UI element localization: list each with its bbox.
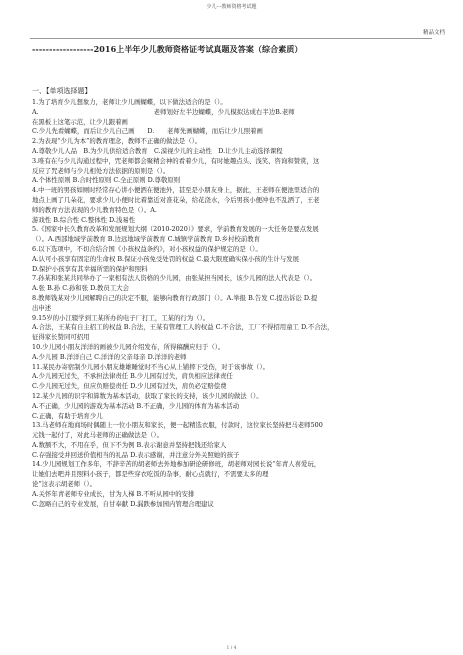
text-line: A. 老师划好左半边蝴蝶，少儿模拟达成右半边B.老师 (32, 107, 295, 116)
text-line: 让她们去吧并且照料小孩子，都是些穿衣吃饭的杂事，耐心点就行，不需要太多的理 (32, 470, 269, 479)
text-line: A.关怀年青老师专业成长，甘为人梯 B.不听从园中的安排 (32, 489, 195, 498)
text-line: 地点上画了几朵花，要求少儿小便时比着靠近对准花朵，给花浇水，今后男孩小便冲也不乱洒了，王老 (32, 195, 320, 204)
text-line: C.正确，有助于培育少儿 (32, 411, 103, 420)
text-line: A.尊敬少儿人品 B.为少儿供给适合教育 C.漠视少儿的主动性 D.让少儿主动选择课程 (32, 146, 283, 155)
document-title: ------------------2016上半年少儿教师资格证考试真题及答案（综合素质） (32, 44, 303, 54)
text-line: A.不正确，少儿园的游戏为基本活动 B.不正确，少儿园的体育为基本活动 (32, 401, 240, 410)
text-line: A.张 B.孙 C.孙和张 D.教员工大会 (32, 284, 129, 293)
question-body (32, 98, 434, 509)
text-line: C.少儿先看蝴蝶，而后让少儿自己画 D. 老师先画蝴蝶，而后让少儿照着画 (32, 127, 263, 136)
text-line: A.个体性原则 B.合时性原则 C.全正原则 D.尊敬原则 (32, 176, 181, 185)
text-line: A.少儿园无过失，不承担法律责任 B.少儿园有过失，肩负相应法律责任 (32, 372, 233, 381)
text-line: 9.15岁的小江辍学到工某所办的电子厂打工，工某的行为（）。 (32, 313, 210, 322)
text-line: 元钱一起付了，对此马老师的正确做法是（）。 (32, 431, 164, 440)
text-line: 2.为表现“少儿为本”的教育理念，教师不正确的做法是（）。 (32, 137, 202, 146)
text-line: 13.马老师在地商场时偶随上一位小朋友和家长，便一起精选衣服，付款时，这位家长坚持把马老师500 (32, 421, 323, 430)
text-line: 3.唯有在与少儿沟通过程中，咒老师都会聚精会神的看着少儿，有时她趣点头、浅笑、咨询和赞赏，这 (32, 156, 320, 165)
text-line: A.认可小孩享有固定的生命权 B.保证小孩免受处罚的权益 C.最大限度确实保小孩的生计与发展 (32, 254, 299, 263)
text-line: 论”这表示胡老师（）。 (32, 480, 96, 489)
header-title: 少儿---教师资格考试题 (206, 4, 257, 10)
section-heading: 一、【单项选择题】 (32, 87, 92, 95)
text-line: 7.孙某和张某共同举办了一家相有法人资格的少儿园，由张某担当园长，该少儿园的法人代表是（）。 (32, 274, 317, 283)
text-line: 6.以下选项中，不切合结合国《小孩权益条约》，对小孩权益的保护规定的是（）。 (32, 244, 262, 253)
text-line: 征得家长赞同可招用 (32, 333, 90, 342)
page-number: 1 / 4 (226, 646, 237, 651)
text-line: C.存强接受并回送价值相当的礼品 D.表示感谢，并注意分外关照她的孩子 (32, 450, 240, 459)
text-line: 4.中一班的男孩如厕时经常存心讲小便洒在便池外，甚至是小朋友身上，据此，王老师在便池里适合的 (32, 186, 320, 195)
text-line: 在黑板上这笔示范，让少儿跟着画 (32, 117, 128, 126)
text-line: C.少儿园无过失，但应负赔偿责任 D.少儿园有过失，肩负必定赔偿费 (32, 382, 227, 391)
text-line: 11.某民办寄宿制少儿园小朋友雄雄睡觉时不当心从上铺摔下受伤，对于该事故（）。 (32, 362, 270, 371)
text-line: 12.某少儿园的识字和算数为基本活动，获取了家长的支持，该少儿园的做法（）。 (32, 391, 263, 400)
text-line: 游戏性 B.综合性 C.整体性 D.浅易性 (32, 215, 136, 224)
text-line: D.保护小孩享有其幸福所需的保护和照料 (32, 264, 148, 273)
text-line: A.数额不大，不用在乎，但下不为例 B.表示谢意并坚持把钱还给家人 (32, 440, 227, 449)
header-label: 精品文档 (422, 30, 445, 36)
text-line: 10.少儿园小朋友洋洋的画被少儿园介绍发布，所得稿酬应归于（）。 (32, 342, 225, 351)
text-line: 反应了咒老师与少儿相处方法依据的原则是（）。 (32, 166, 170, 175)
text-line: 14.少儿园规划工作多年，不辞辛苦的胡老师去外地参加研论研修班，胡老师对园长说“年青人喜爱玩， (32, 460, 321, 469)
text-line: C.忽略自己的专业发展，自甘奉献 D.漏跌参加园内管理合理建议 (32, 499, 214, 508)
text-line: A.合法，王某有自主招工的权益 B.合法，王某有管理工人的权益 C.不合法，工厂不得招用童工 D.不合法， (32, 323, 334, 332)
text-line: 师的教育方法表现的少儿教育特色是（）。A. (32, 205, 157, 214)
page-header (0, 0, 463, 36)
text-line: 5.《国家中长久教育改革和发展规划大纲（2010-2020）》要求，学前教育发展的一大任务是要点发展 (32, 225, 319, 234)
text-line: 出申述 (32, 303, 52, 312)
text-line: 1.为了培育少儿想象力，老师让少儿画蝴蝶，以下做法适合的是（）。 (32, 98, 227, 106)
text-line: 8.教师钱某对少儿园解聘自己的决定不服，能够向教育行政部门（）。A.举报 B.告发 C.提出诉讼 D.提 (32, 293, 318, 302)
header-divider (30, 38, 432, 39)
text-line: （）。A.西部地域学前教育 B.边远地域学前教育 C.城镇学前教育 D.乡村校前教育 (32, 235, 260, 244)
text-line: A.少儿园 B.洋洋自己 C.洋洋的父亲母亲 D.洋洋的老师 (32, 352, 187, 361)
